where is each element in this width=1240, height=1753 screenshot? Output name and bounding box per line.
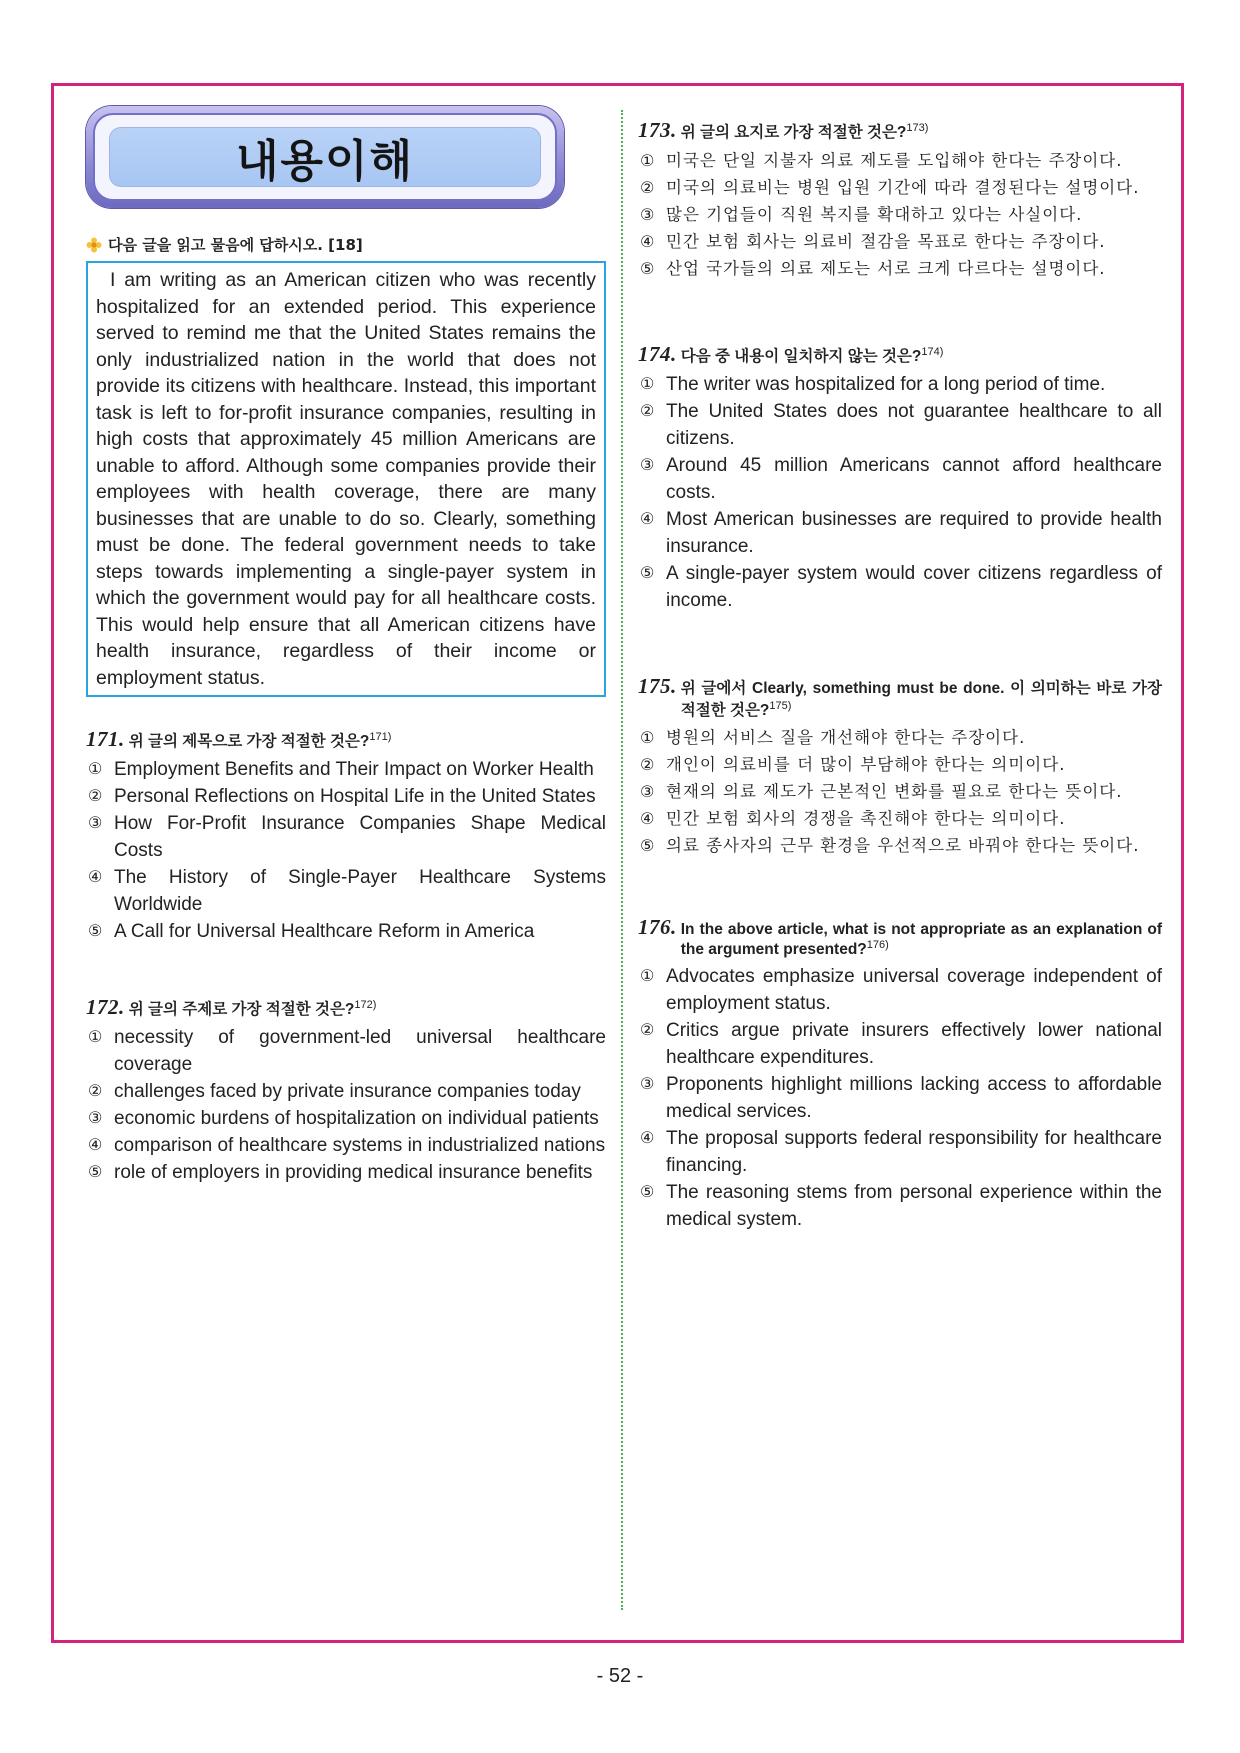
option-2[interactable]: ② challenges faced by private insurance companies today [88,1081,581,1102]
question-number: 173. [638,118,677,142]
instruction-text: 다음 글을 읽고 물음에 답하시오. [18] [108,236,363,254]
option-3[interactable]: ③ 많은 기업들이 직원 복지를 확대하고 있다는 사실이다. [640,205,1083,224]
option-4[interactable]: ④ Most American businesses are required to provide health insurance. [640,509,1162,557]
question-number: 172. [86,995,125,1019]
option-2[interactable]: ② 미국의 의료비는 병원 입원 기간에 따라 결정된다는 설명이다. [640,178,1140,197]
option-2[interactable]: ② Critics argue private insurers effectively lower national healthcare expenditures. [640,1020,1162,1069]
column-divider [621,110,623,1610]
option-1[interactable]: ① The writer was hospitalized for a long period of time. [640,374,1106,395]
option-5[interactable]: ⑤ A single-payer system would cover citizens regardless of income. [640,563,1162,611]
question-ref: 172) [354,998,377,1011]
question-prompt: In the above article, what is not appropriate as an explanation of the argument presented? [680,921,1162,959]
question-ref: 171) [369,730,392,743]
option-4[interactable]: ④ The History of Single-Payer Healthcare Systems Worldwide [88,867,606,915]
option-5[interactable]: ⑤ The reasoning stems from personal experience within the medical system. [640,1182,1162,1231]
option-4[interactable]: ④ 민간 보험 회사의 경쟁을 촉진해야 한다는 의미이다. [640,809,1066,828]
question-175 [638,674,1162,859]
option-3[interactable]: ③ economic burdens of hospitalization on individual patients [88,1108,599,1129]
left-column [86,106,606,1186]
question-number: 176. [638,915,677,939]
option-2[interactable]: ② 개인이 의료비를 더 많이 부담해야 한다는 의미이다. [640,755,1066,774]
question-number: 175. [638,674,677,698]
right-column [638,118,1162,1233]
option-5[interactable]: ⑤ A Call for Universal Healthcare Reform in America [88,921,535,942]
question-174 [638,342,1162,614]
page-number: - 52 - [596,1665,644,1687]
question-ref: 174) [921,345,944,358]
question-prompt: 위 글의 요지로 가장 적절한 것은? [680,124,907,141]
option-3[interactable]: ③ Around 45 million Americans cannot afford healthcare costs. [640,455,1162,503]
question-prompt: 다음 중 내용이 일치하지 않는 것은? [680,348,922,365]
option-4[interactable]: ④ comparison of healthcare systems in industrialized nations [88,1135,606,1156]
question-173 [638,118,1162,282]
question-prompt: 위 글의 주제로 가장 적절한 것은? [128,1001,355,1018]
option-3[interactable]: ③ How For-Profit Insurance Companies Shape Medical Costs [88,813,606,861]
instruction [86,234,606,255]
question-172 [86,995,606,1186]
question-171 [86,727,606,945]
option-1[interactable]: ① necessity of government-led universal healthcare coverage [88,1027,606,1075]
question-prompt: 위 글에서 Clearly, something must be done. 이 의미하는 바로 가장 적절한 것은? [680,680,1162,719]
option-4[interactable]: ④ The proposal supports federal responsibility for healthcare financing. [640,1128,1162,1177]
option-1[interactable]: ① 병원의 서비스 질을 개선해야 한다는 주장이다. [640,728,1026,747]
question-number: 171. [86,727,125,751]
option-2[interactable]: ② The United States does not guarantee healthcare to all citizens. [640,401,1162,449]
option-1[interactable]: ① Employment Benefits and Their Impact on Worker Health [88,759,594,780]
option-1[interactable]: ① 미국은 단일 지불자 의료 제도를 도입해야 한다는 주장이다. [640,151,1123,170]
flower-icon [86,237,102,253]
question-ref: 173) [906,121,929,134]
option-2[interactable]: ② Personal Reflections on Hospital Life in the United States [88,786,596,807]
option-5[interactable]: ⑤ role of employers in providing medical insurance benefits [88,1162,593,1183]
question-ref: 175) [769,699,792,712]
option-5[interactable]: ⑤ 의료 종사자의 근무 환경을 우선적으로 바꿔야 한다는 뜻이다. [640,836,1140,855]
option-3[interactable]: ③ Proponents highlight millions lacking access to affordable medical services. [640,1074,1162,1123]
option-1[interactable]: ① Advocates emphasize universal coverage independent of employment status. [640,966,1162,1015]
option-4[interactable]: ④ 민간 보험 회사는 의료비 절감을 목표로 한다는 주장이다. [640,232,1106,251]
question-ref: 176) [866,939,889,951]
option-3[interactable]: ③ 현재의 의료 제도가 근본적인 변화를 필요로 한다는 뜻이다. [640,782,1123,801]
section-banner [86,106,564,208]
section-title: 내용이해 [235,136,414,187]
question-prompt: 위 글의 제목으로 가장 적절한 것은? [128,733,370,750]
option-5[interactable]: ⑤ 산업 국가들의 의료 제도는 서로 크게 다르다는 설명이다. [640,259,1106,278]
question-number: 174. [638,342,677,366]
question-176 [638,915,1162,1233]
passage-box: I am writing as an American citizen who was recently hospitalized for an extended period. This experience served to remind me that the United States remains the only industrialized nation in the world that does not provide its citizens with healthcare. Instead, this important task is left to for-profit insurance companies, resulting in high costs that approximately 45 million Americans are unable to afford. Although some companies provide their employees with health coverage, there are many businesses that are unable to do so. Clearly, something must be done. The federal government needs to take steps towards implementing a single-payer system in which the government would pay for all healthcare costs. This would help ensure that all American citizens have health insurance, regardless of their income or employment status. [86,261,606,697]
